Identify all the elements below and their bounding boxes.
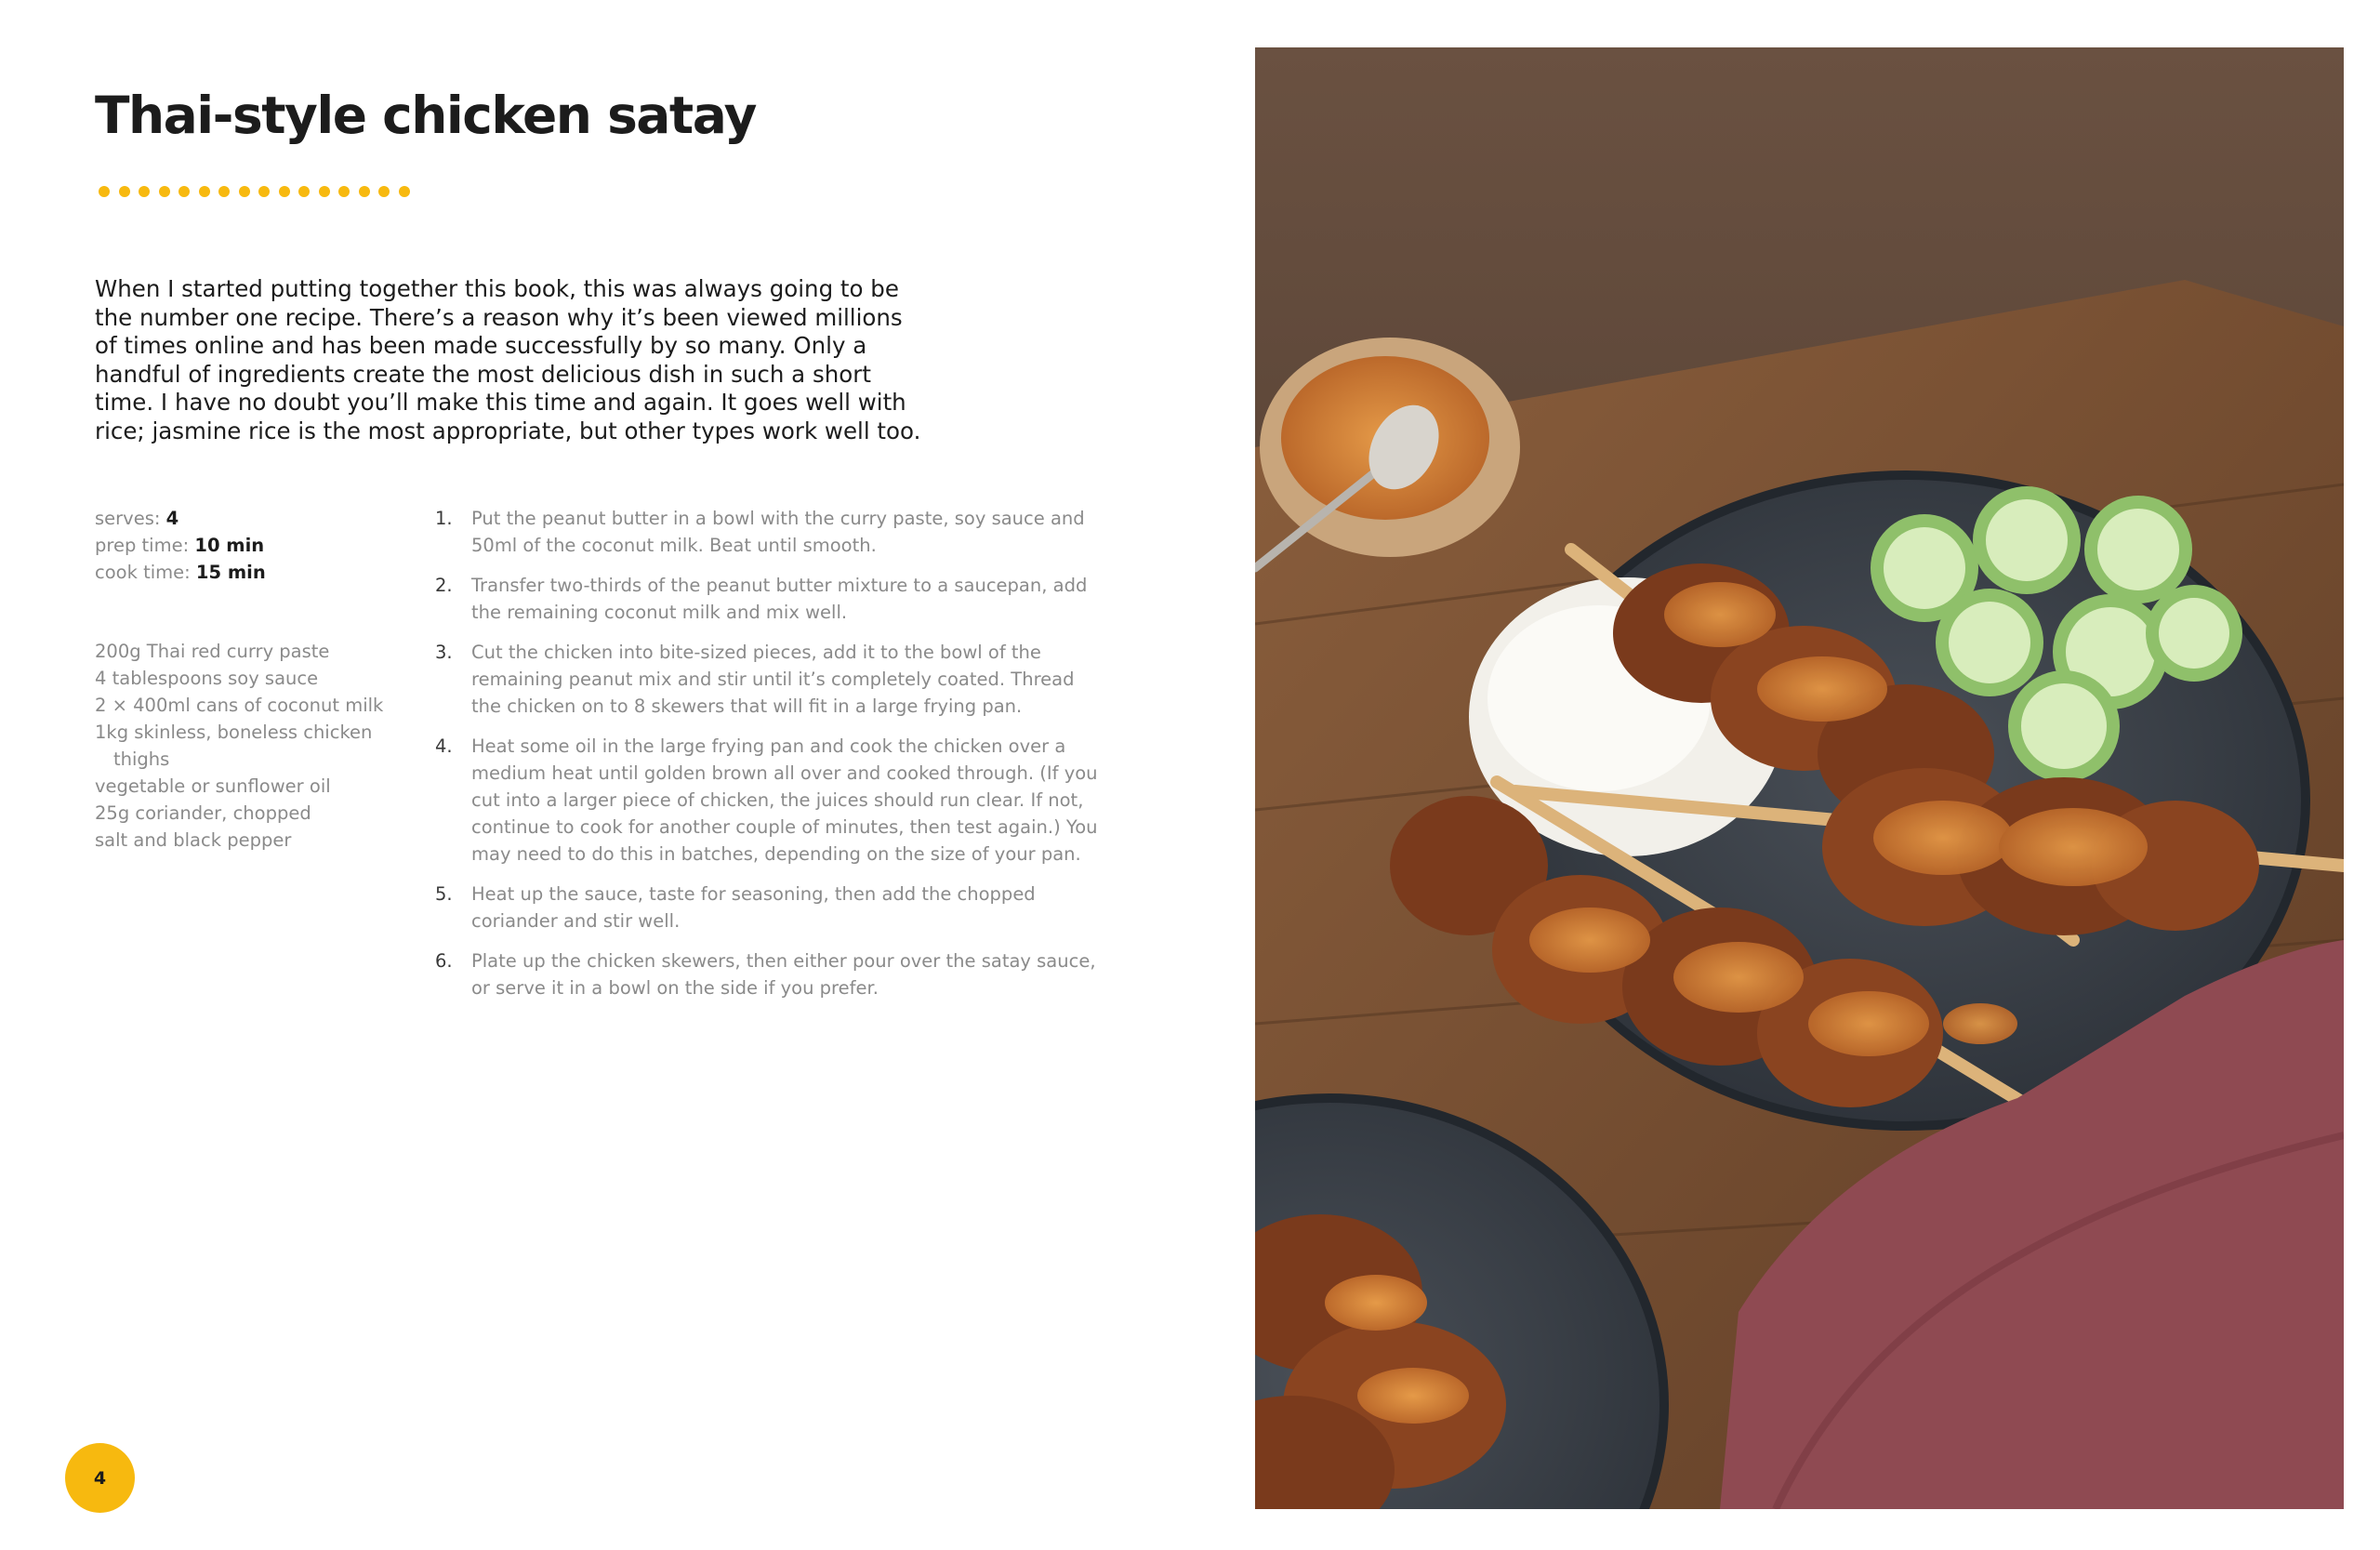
divider-dot [298,186,310,197]
step-number: 6. [435,950,453,972]
prep-time-label: prep time: [95,535,190,556]
cook-time-row [95,559,392,586]
method-step [435,947,1104,1001]
divider-dot [239,186,250,197]
divider-dot [218,186,230,197]
ingredient-item: 2 × 400ml cans of coconut milk [95,695,384,716]
divider-dot [378,186,390,197]
divider-dot [139,186,150,197]
ingredients-list [95,638,402,854]
method-step [435,505,1104,559]
divider-dot [399,186,410,197]
serves-value: 4 [165,508,179,529]
recipe-intro: When I started putting together this book, this was always going to be the number one recipe. There’s a reason why it’s been viewed millions of times online and has been made successfully by so many. Only a handful of ingredients create the most delicious dish in such a short time. I have no doubt you’ll make this time and again. It goes well with rice; jasmine rice is the most appropriate, but other types work well too. [95,275,921,444]
divider-dot [258,186,270,197]
step-number: 4. [435,735,453,757]
recipe-meta [95,505,392,586]
divider-dot [338,186,350,197]
divider-dot [159,186,170,197]
step-number: 3. [435,642,453,663]
method-step [435,881,1104,934]
divider-dot [99,186,110,197]
serves-row [95,505,392,532]
divider-dot [178,186,190,197]
method-step [435,639,1104,720]
page-number: 4 [93,1467,107,1489]
ingredient-item: 4 tablespoons soy sauce [95,668,319,689]
step-number: 2. [435,575,453,596]
divider-dot [319,186,330,197]
step-text: Cut the chicken into bite-sized pieces, add it to the bowl of the remaining peanut mix and stir until it’s completely coated. Thread the chicken on to 8 skewers that will fit in a large frying pan. [471,642,1075,717]
step-text: Heat up the sauce, taste for seasoning, then add the chopped coriander and stir well. [471,883,1036,932]
recipe-title: Thai-style chicken satay [95,86,756,145]
step-text: Plate up the chicken skewers, then either pour over the satay sauce, or serve it in a bowl on the side if you prefer. [471,950,1096,999]
divider-dot [199,186,210,197]
method-steps [435,505,1104,1014]
prep-time-row [95,532,392,559]
method-step [435,572,1104,626]
step-text: Put the peanut butter in a bowl with the curry paste, soy sauce and 50ml of the coconut milk. Beat until smooth. [471,508,1085,556]
satay-illustration [1255,47,2344,1509]
ingredient-item: salt and black pepper [95,829,292,851]
divider-dot [119,186,130,197]
serves-label: serves: [95,508,161,529]
ingredient-item: 25g coriander, chopped [95,802,311,824]
step-number: 1. [435,508,453,529]
divider-dot [279,186,290,197]
divider-dot [359,186,370,197]
step-number: 5. [435,883,453,905]
page-number-badge [65,1443,135,1513]
prep-time-value: 10 min [194,535,265,556]
cook-time-label: cook time: [95,562,191,583]
dotted-divider [99,186,410,197]
ingredient-item: 200g Thai red curry paste [95,641,330,662]
step-text: Heat some oil in the large frying pan and cook the chicken over a medium heat until golden brown all over and cooked through. (If you cut into a larger piece of chicken, the juices should run clear. If not, continue to cook for another couple of minutes, then test again.) You may need to do this in batches, depending on the size of your pan. [471,735,1098,865]
ingredient-item: vegetable or sunflower oil [95,775,331,797]
recipe-photo [1255,47,2344,1509]
cook-time-value: 15 min [195,562,266,583]
step-text: Transfer two-thirds of the peanut butter mixture to a saucepan, add the remaining coconut milk and mix well. [471,575,1088,623]
method-step [435,733,1104,868]
ingredient-item: 1kg skinless, boneless chicken thighs [95,722,373,770]
